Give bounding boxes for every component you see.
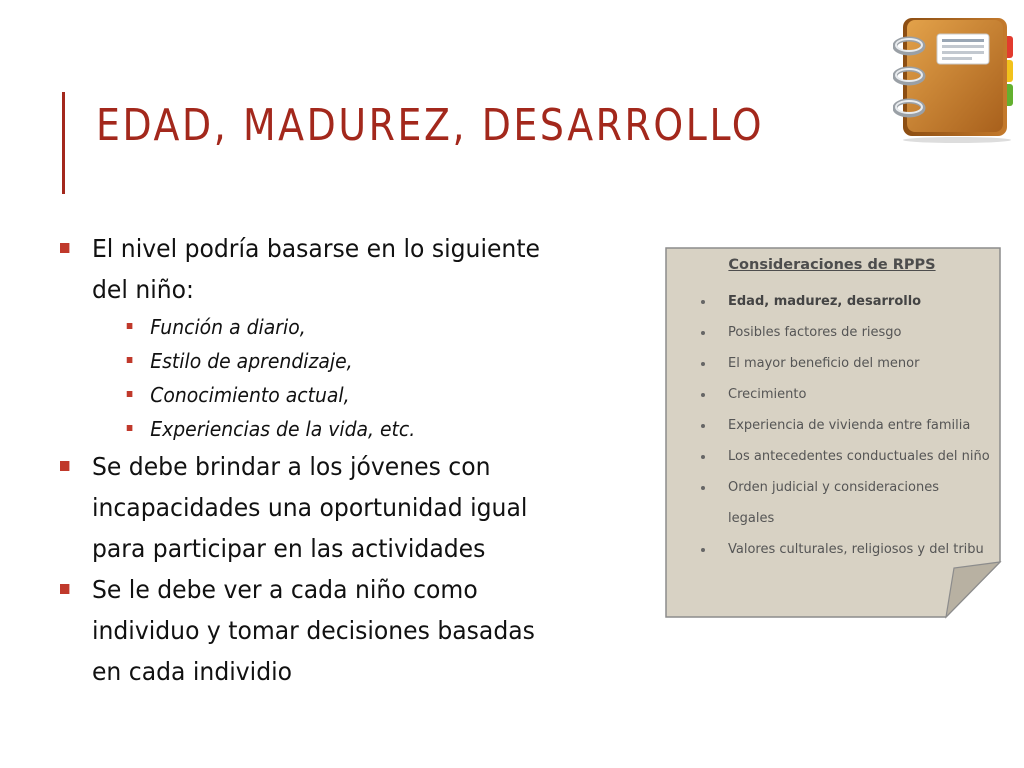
notebook-icon: [893, 14, 1015, 144]
list-item-continuation: [698, 503, 998, 534]
bullet-text: incapacidades una oportunidad igual: [91, 493, 528, 522]
list-item: [698, 441, 998, 472]
list-item-text: Posibles factores de riesgo: [728, 325, 902, 340]
list-item: [698, 348, 998, 379]
sub-bullet-marker: [127, 425, 133, 431]
sub-bullet-text: Función a diario,: [150, 315, 306, 339]
sub-bullet-item: [60, 344, 596, 378]
title-accent-bar: [62, 92, 65, 194]
sub-bullet-item: [60, 412, 596, 446]
bullet-marker: [60, 584, 69, 594]
bullet-item: [60, 569, 656, 692]
list-item-text: El mayor beneficio del menor: [728, 356, 920, 371]
list-item: [698, 379, 998, 410]
bullet-dot: [701, 455, 705, 459]
list-item-text: legales: [728, 511, 775, 526]
list-item-text: Los antecedentes conductuales del niño: [728, 449, 990, 464]
bullet-text: Se le debe ver a cada niño como: [91, 575, 478, 604]
sub-bullet-marker: [127, 391, 133, 397]
list-item-text: Valores culturales, religiosos y del tribu: [728, 542, 984, 557]
sub-bullet-item: [60, 310, 596, 344]
sub-bullet-item: [60, 378, 596, 412]
sub-bullet-marker: [127, 323, 133, 329]
bullet-text: El nivel podría basarse en lo siguiente: [91, 234, 541, 263]
sub-bullet-text: Conocimiento actual,: [150, 383, 350, 407]
list-item: [698, 410, 998, 441]
note-card-title: Consideraciones de RPPS: [728, 257, 936, 273]
bullet-dot: [701, 393, 705, 397]
bullet-text: del niño:: [91, 275, 194, 304]
list-item-text: Edad, madurez, desarrollo: [728, 294, 922, 309]
bullet-item: [60, 446, 656, 569]
note-card-list: [698, 286, 998, 565]
list-item-text: Crecimiento: [728, 387, 807, 402]
list-item: [698, 534, 998, 565]
sub-bullet-text: Experiencias de la vida, etc.: [150, 417, 416, 441]
list-item: [698, 472, 998, 503]
bullet-dot: [701, 362, 705, 366]
bullet-item: [60, 228, 656, 310]
bullet-text: Se debe brindar a los jóvenes con: [91, 452, 491, 481]
sub-bullet-marker: [127, 357, 133, 363]
bullet-marker: [60, 243, 69, 253]
sub-bullet-text: Estilo de aprendizaje,: [150, 349, 353, 373]
bullet-dot: [701, 548, 705, 552]
bullet-text: individuo y tomar decisiones basadas: [91, 616, 535, 645]
list-item-text: Experiencia de vivienda entre familia: [728, 418, 971, 433]
bullet-dot: [701, 331, 705, 335]
bullet-dot: [701, 300, 705, 304]
bullet-dot: [701, 424, 705, 428]
bullet-marker: [60, 461, 69, 471]
bullet-text: en cada individio: [91, 657, 293, 686]
bullet-text: para participar en las actividades: [91, 534, 486, 563]
list-item-text: Orden judicial y consideraciones: [728, 480, 939, 495]
bullet-dot: [701, 486, 705, 490]
note-card: [664, 246, 1000, 617]
list-item: [698, 286, 998, 317]
slide-title: EDAD, MADUREZ, DESARROLLO: [96, 100, 765, 151]
list-item: [698, 317, 998, 348]
bullet-list: [60, 228, 630, 692]
